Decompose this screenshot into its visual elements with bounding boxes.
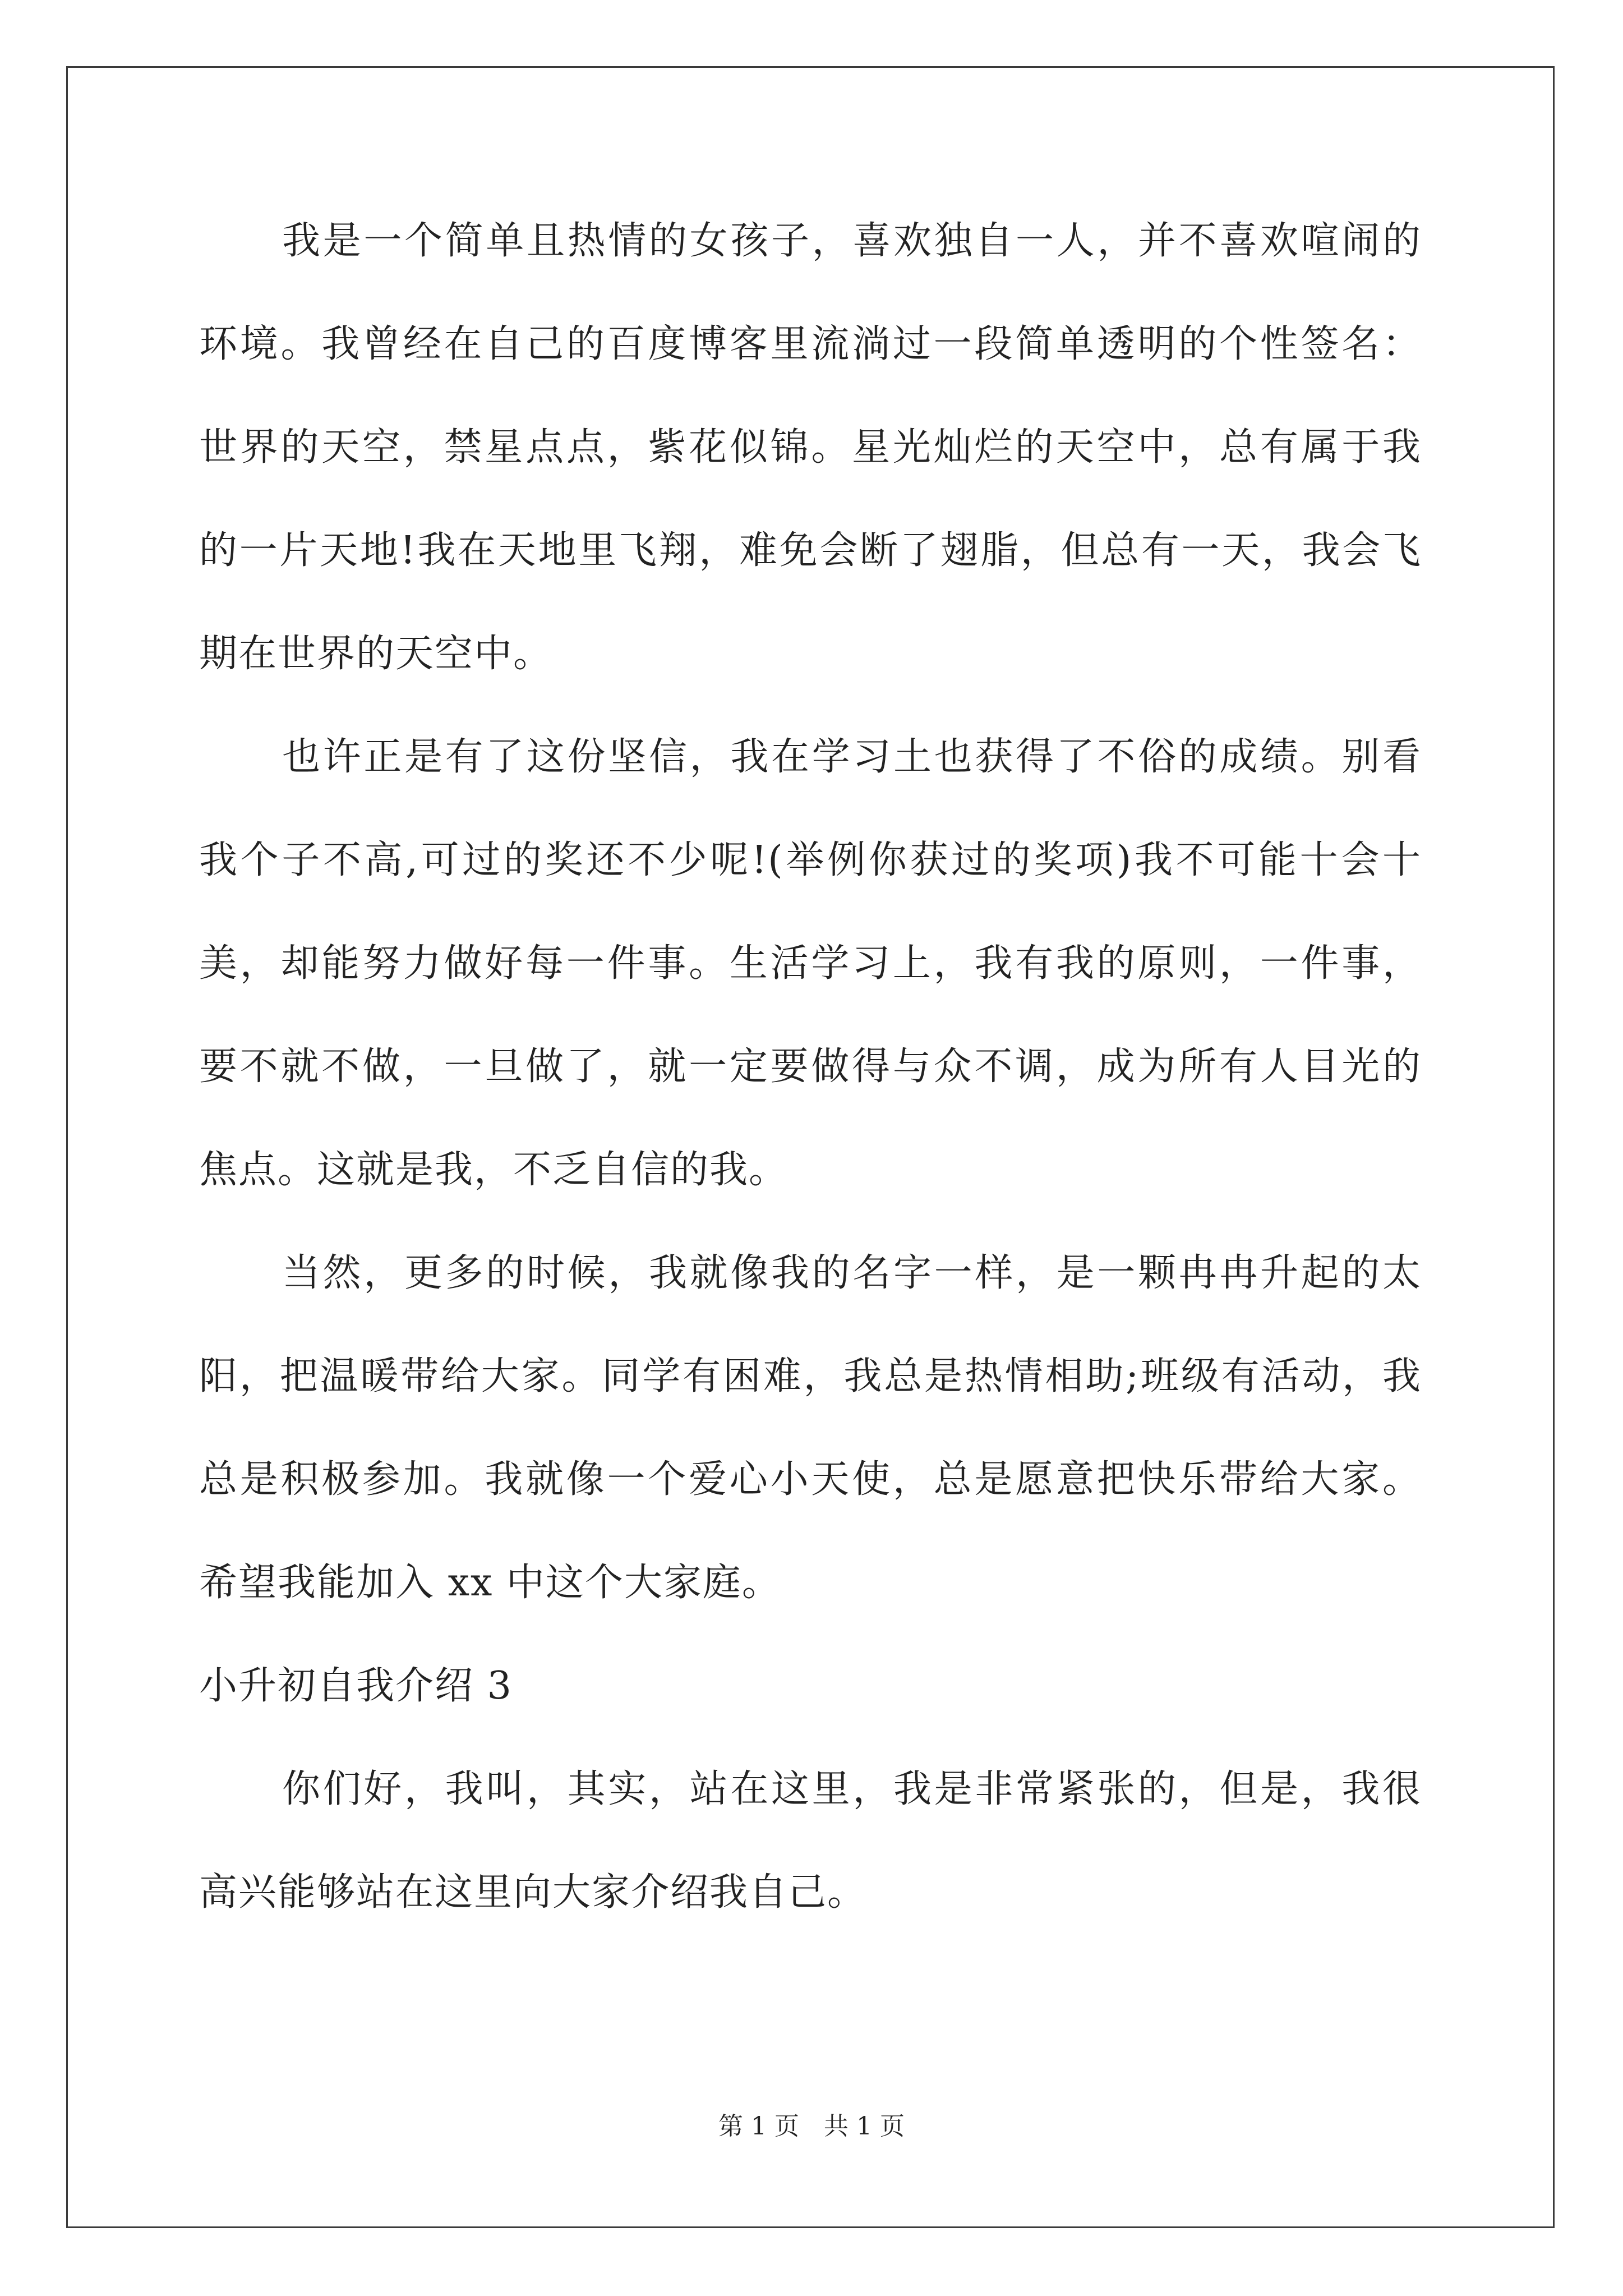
- paragraph-line: 当然，更多的时候，我就像我的名字一样，是一颗冉冉升起的太: [282, 1251, 1422, 1295]
- paragraph-line: 高兴能够站在这里向大家介绍我自己。: [199, 1870, 867, 1915]
- paragraph-line: 美，却能努力做好每一件事。生活学习上，我有我的原则，一件事，: [199, 941, 1422, 986]
- paragraph-line: 焦点。这就是我，不乏自信的我。: [199, 1148, 789, 1192]
- paragraph-line: 世界的天空，禁星点点，紫花似锦。星光灿烂的天空中，总有属于我: [199, 425, 1422, 470]
- paragraph-line: 我个子不高,可过的奖还不少呢!(举例你获过的奖项)我不可能十会十: [199, 838, 1422, 882]
- paragraph-line: 期在世界的天空中。: [199, 632, 553, 676]
- paragraph-line: 总是积极参加。我就像一个爱心小天使，总是愿意把快乐带给大家。: [199, 1457, 1422, 1502]
- paragraph-line: 阳，把温暖带给大家。同学有困难，我总是热情相助;班级有活动，我: [199, 1354, 1422, 1398]
- paragraph-line: 你们好，我叫，其实，站在这里，我是非常紧张的，但是，我很: [282, 1767, 1422, 1811]
- page-footer: 第 1 页 共 1 页: [718, 2112, 905, 2141]
- paragraph-line: 希望我能加入 xx 中这个大家庭。: [199, 1561, 781, 1605]
- paragraph-line: 也许正是有了这份坚信，我在学习土也获得了不俗的成绩。别看: [282, 735, 1422, 779]
- paragraph-line: 我是一个简单且热情的女孩子，喜欢独自一人，并不喜欢喧闹的: [282, 219, 1422, 263]
- paragraph-line: 的一片天地!我在天地里飞翔，难免会断了翅脂，但总有一天，我会飞: [199, 528, 1422, 573]
- section-heading: 小升初自我介绍 3: [199, 1664, 513, 1708]
- paragraph-line: 环境。我曾经在自己的百度博客里流淌过一段简单透明的个性签名：: [199, 322, 1422, 366]
- paragraph-line: 要不就不做，一旦做了，就一定要做得与众不调，成为所有人目光的: [199, 1045, 1422, 1089]
